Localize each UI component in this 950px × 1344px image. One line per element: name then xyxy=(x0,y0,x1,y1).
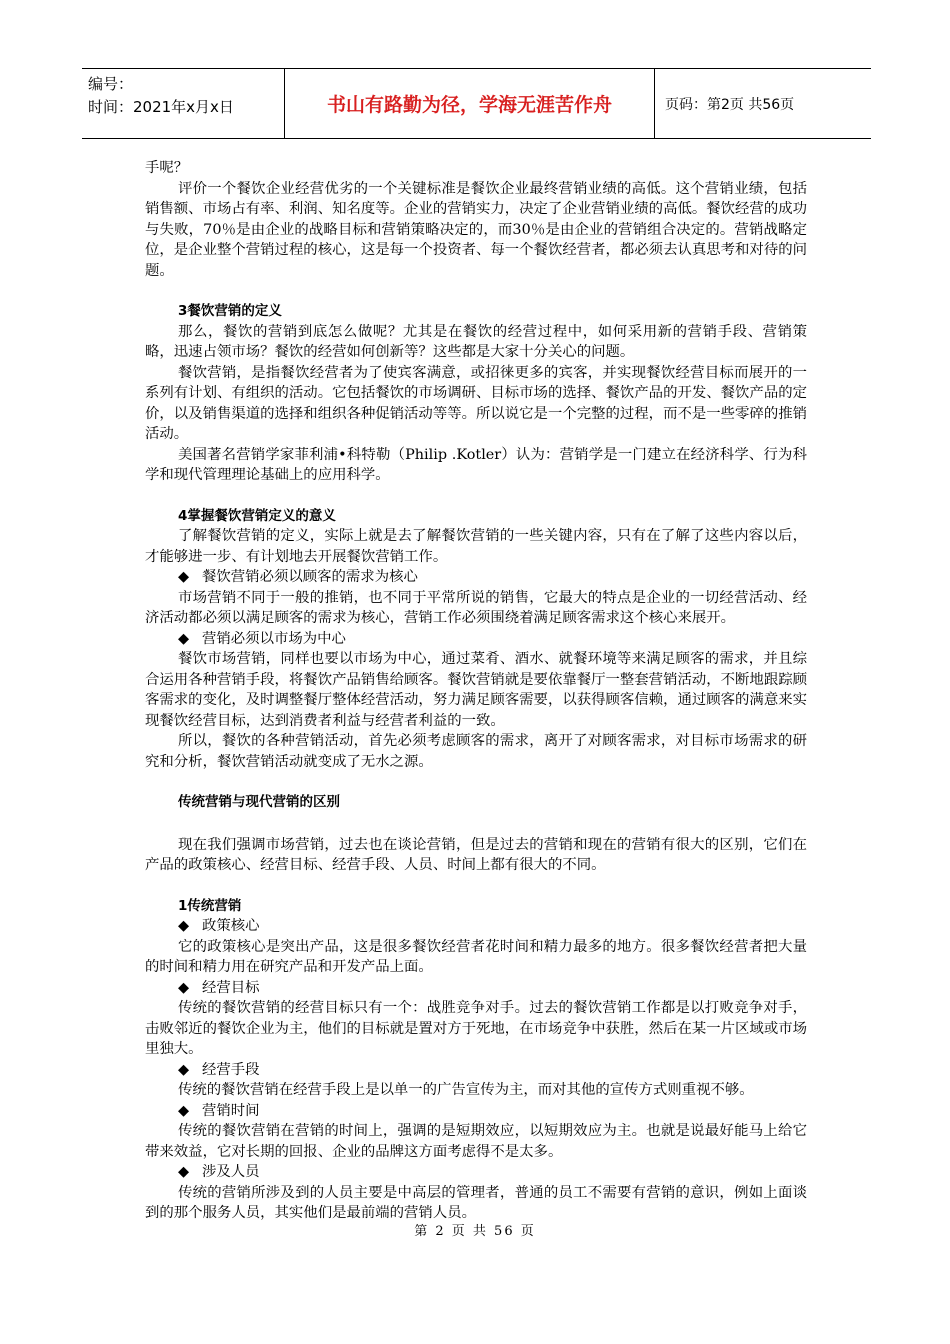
bullet-item xyxy=(145,1060,807,1081)
paragraph: 传统的餐饮营销在营销的时间上，强调的是短期效应，以短期效应为主。也就是说最好能马上给它带来效益，它对长期的回报、企业的品牌这方面考虑得不是太多。 xyxy=(145,1123,807,1160)
bullet-item xyxy=(145,1101,807,1122)
paragraph: 餐饮营销，是指餐饮经营者为了使宾客满意，或招徕更多的宾客，并实现餐饮经营目标而展开的一系列有计划、有组织的活动。它包括餐饮的市场调研、目标市场的选择、餐饮产品的开发、餐饮产品的定价，以及销售渠道的选择和组织各种促销活动等等。所以说它是一个完整的过程，而不是一些零碎的推销活动。 xyxy=(145,364,807,442)
paragraph: 它的政策核心是突出产品，这是很多餐饮经营者花时间和精力最多的地方。很多餐饮经营者把大量的时间和精力用在研究产品和开发产品上面。 xyxy=(145,938,807,975)
section-heading: 1传统营销 xyxy=(178,897,242,914)
diamond-bullet-icon: ◆ xyxy=(178,569,190,585)
diamond-bullet-icon: ◆ xyxy=(178,1164,190,1180)
paragraph: 现在我们强调市场营销，过去也在谈论营销，但是过去的营销和现在的营销有很大的区别，它们在产品的政策核心、经营目标、经营手段、人员、时间上都有很大的不同。 xyxy=(145,836,807,873)
section-heading: 4掌握餐饮营销定义的意义 xyxy=(178,507,336,524)
bullet-item xyxy=(145,1162,807,1183)
diamond-bullet-icon: ◆ xyxy=(178,918,190,934)
header-motto: 书山有路勤为径，学海无涯苦作舟 xyxy=(285,69,655,138)
paragraph: 了解餐饮营销的定义，实际上就是去了解餐饮营销的一些关键内容，只有在了解了这些内容以后，才能够进一步、有计划地去开展餐饮营销工作。 xyxy=(145,528,807,565)
paragraph: 餐饮市场营销，同样也要以市场为中心，通过菜肴、酒水、就餐环境等来满足顾客的需求，并且综合运用各种营销手段，将餐饮产品销售给顾客。餐饮营销就是要依靠餐厅一整套营销活动，不断地跟踪顾客需求的变化，及时调整餐厅整体经营活动，努力满足顾客需要，以获得顾客信赖，通过顾客的满意来实现餐饮经营目标，达到消费者利益与经营者利益的一致。 xyxy=(145,651,807,729)
paragraph: 传统的餐饮营销在经营手段上是以单一的广告宣传为主，而对其他的宣传方式则重视不够。 xyxy=(178,1082,754,1098)
bullet-item xyxy=(145,567,807,588)
document-time: 时间：2021年x月x日 xyxy=(88,98,234,116)
header-meta xyxy=(82,69,285,138)
diamond-bullet-icon: ◆ xyxy=(178,1061,190,1078)
page-footer: 第 2 页 共 56 页 xyxy=(414,1224,536,1239)
paragraph: 评价一个餐饮企业经营优劣的一个关键标准是餐饮企业最终营销业绩的高低。这个营销业绩，包括销售额、市场占有率、利润、知名度等。企业的营销实力，决定了企业营销业绩的高低。餐饮经营的成功与失败，70％是由企业的战略目标和营销策略决定的，而30％是由企业的营销组合决定的。营销战略定位，是企业整个营销过程的核心，这是每一个投资者、每一个餐饮经营者，都必须去认真思考和对待的问题。 xyxy=(145,180,807,279)
document-body xyxy=(145,158,807,1224)
bullet-text: 营销时间 xyxy=(202,1102,260,1119)
diamond-bullet-icon: ◆ xyxy=(178,630,190,647)
bullet-text: 经营手段 xyxy=(202,1061,260,1078)
bullet-text: 经营目标 xyxy=(202,979,260,996)
section-heading: 传统营销与现代营销的区别 xyxy=(178,794,340,810)
paragraph: 市场营销不同于一般的推销，也不同于平常所说的销售，它最大的特点是企业的一切经营活动、经济活动都必须以满足顾客的需求为核心，营销工作必须围绕着满足顾客需求这个核心来展开。 xyxy=(145,589,807,626)
bullet-item xyxy=(145,916,807,937)
document-number: 编号： xyxy=(88,75,134,93)
bullet-text: 政策核心 xyxy=(202,918,260,934)
paragraph: 美国著名营销学家菲利浦•科特勒（Philip .Kotler）认为：营销学是一门建立在经济科学、行为科学和现代管理理论基础上的应用科学。 xyxy=(145,446,807,483)
bullet-item xyxy=(145,978,807,999)
paragraph: 那么，餐饮的营销到底怎么做呢？尤其是在餐饮的经营过程中，如何采用新的营销手段、营销策略，迅速占领市场？餐饮的经营如何创新等？这些都是大家十分关心的问题。 xyxy=(145,323,807,360)
page-header xyxy=(82,68,871,139)
header-page-info: 页码：第2页 共56页 xyxy=(665,96,795,113)
section-heading: 3餐饮营销的定义 xyxy=(178,303,282,319)
diamond-bullet-icon: ◆ xyxy=(178,979,190,996)
bullet-text: 涉及人员 xyxy=(202,1164,260,1180)
paragraph: 传统的营销所涉及到的人员主要是中高层的管理者，普通的员工不需要有营销的意识，例如上面谈到的那个服务人员，其实他们是最前端的营销人员。 xyxy=(145,1184,807,1221)
bullet-item xyxy=(145,629,807,650)
bullet-text: 营销必须以市场为中心 xyxy=(202,630,346,647)
bullet-text: 餐饮营销必须以顾客的需求为核心 xyxy=(202,569,418,585)
paragraph: 手呢？ xyxy=(145,160,189,176)
diamond-bullet-icon: ◆ xyxy=(178,1102,190,1119)
paragraph: 传统的餐饮营销的经营目标只有一个：战胜竞争对手。过去的餐饮营销工作都是以打败竞争对手，击败邻近的餐饮企业为主，他们的目标就是置对方于死地，在市场竞争中获胜，然后在某一片区域或市场里独大。 xyxy=(145,1000,807,1057)
paragraph: 所以，餐饮的各种营销活动，首先必须考虑顾客的需求，离开了对顾客需求，对目标市场需求的研究和分析，餐饮营销活动就变成了无水之源。 xyxy=(145,733,807,770)
